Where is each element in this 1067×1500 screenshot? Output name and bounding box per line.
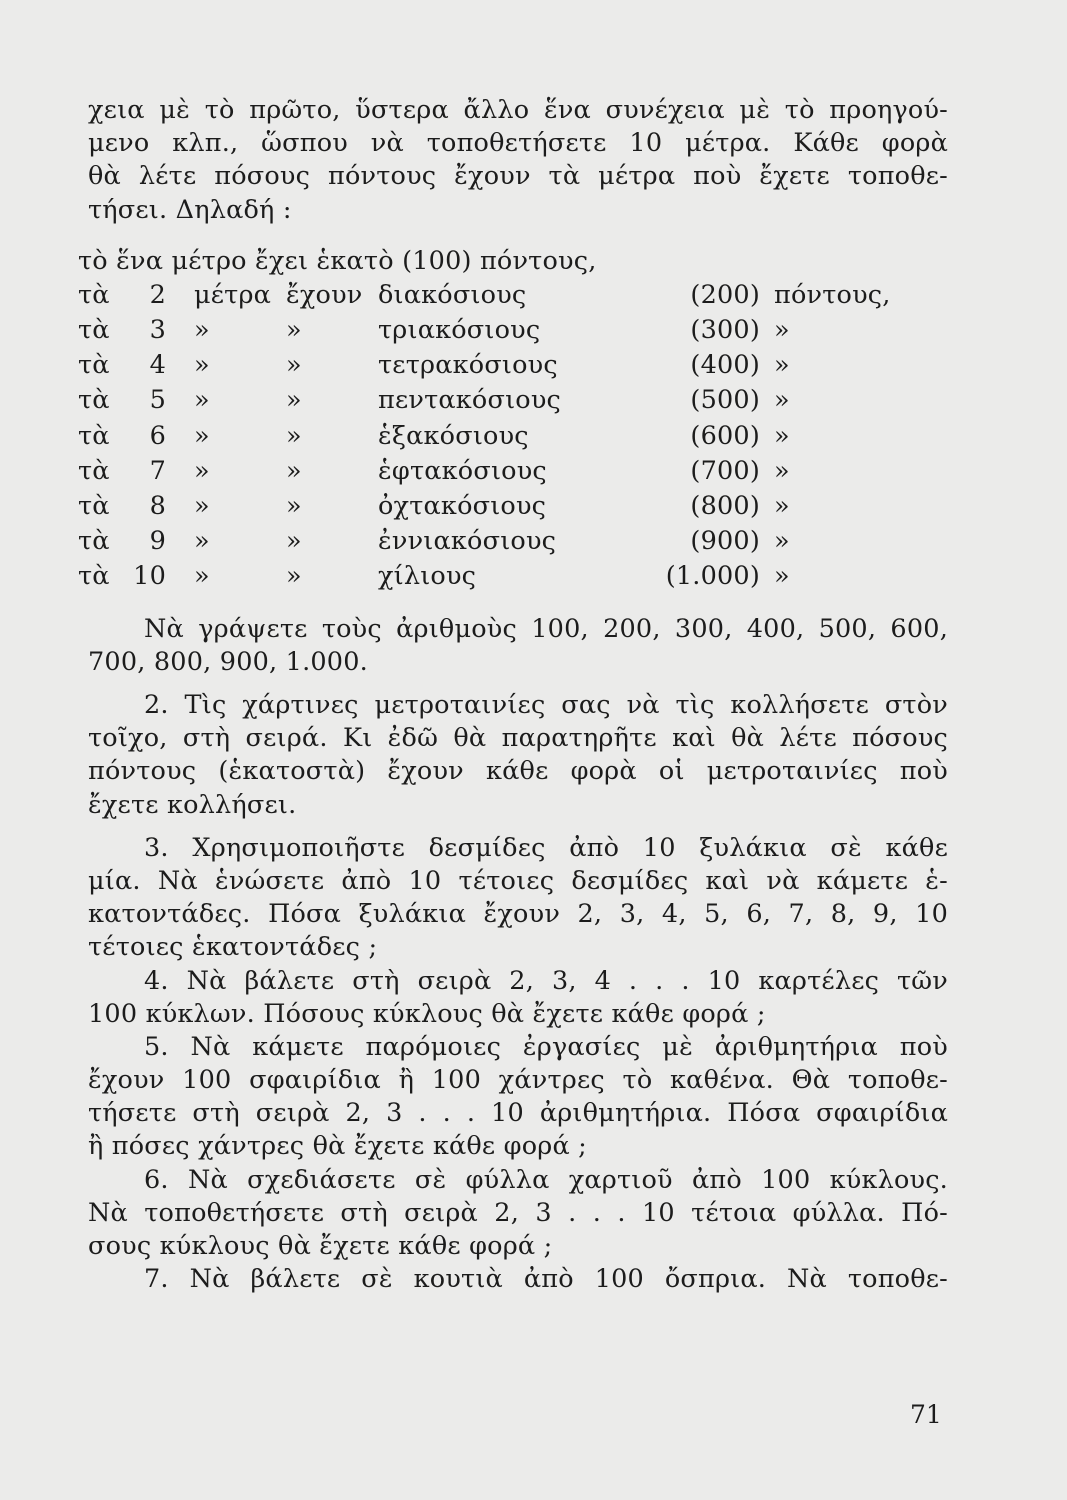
row-count: 3 [149, 315, 166, 346]
list-row [78, 489, 891, 524]
row-verb: » [286, 526, 302, 557]
text-line: τοῖχο, στὴ σειρά. Κι ἐδῶ θὰ παρατηρῆτε καὶ θὰ λέτε πόσους [88, 723, 948, 754]
row-number-word: πεντακόσιους [378, 385, 562, 416]
row-article: τὰ [78, 385, 110, 416]
row-number-digits: (500) [690, 385, 760, 416]
row-number-digits: (800) [690, 491, 760, 522]
text-line: 4. Νὰ βάλετε στὴ σειρὰ 2, 3, 4 . . . 10 καρτέλες τῶν [144, 965, 948, 996]
row-article: τὰ [78, 561, 110, 592]
text-line: ἔχουν 100 σφαιρίδια ἢ 100 χάντρες τὸ καθένα. Θὰ τοποθε- [88, 1065, 948, 1096]
write-numbers-paragraph [88, 613, 948, 679]
row-verb: » [286, 315, 302, 346]
list-first-row: τὸ ἕνα μέτρο ἔχει ἑκατὸ (100) πόντους, [78, 245, 597, 276]
row-article: τὰ [78, 526, 110, 557]
row-verb: » [286, 561, 302, 592]
text-line: τήσει. Δηλαδή : [88, 194, 292, 225]
text-line: 7. Νὰ βάλετε σὲ κουτιὰ ἀπὸ 100 ὄσπρια. Νὰ τοποθε- [144, 1264, 948, 1295]
text-line: 100 κύκλων. Πόσους κύκλους θὰ ἔχετε κάθε φορά ; [88, 998, 766, 1029]
row-meters-word: » [194, 561, 210, 592]
row-unit: » [774, 491, 790, 522]
row-meters-word: » [194, 491, 210, 522]
row-count: 6 [149, 420, 166, 451]
exercise-5 [88, 1031, 948, 1164]
row-number-digits: (1.000) [665, 561, 760, 592]
page-text [78, 94, 948, 1296]
row-verb: » [286, 455, 302, 486]
row-verb: ἔχουν [286, 279, 363, 310]
row-verb: » [286, 350, 302, 381]
list-row [78, 559, 891, 594]
row-meters-word: » [194, 420, 210, 451]
row-number-word: ἑξακόσιους [378, 420, 529, 451]
row-number-word: ἐννιακόσιους [378, 526, 557, 557]
row-unit: » [774, 420, 790, 451]
exercise-2 [88, 689, 948, 822]
row-number-word: τριακόσιους [378, 315, 541, 346]
text-line: ἔχετε κολλήσει. [88, 789, 297, 820]
row-unit: » [774, 455, 790, 486]
exercise-6 [88, 1164, 948, 1264]
row-meters-word: » [194, 385, 210, 416]
text-line: 700, 800, 900, 1.000. [88, 646, 368, 677]
text-line: θὰ λέτε πόσους πόντους ἔχουν τὰ μέτρα ποὺ ἔχετε τοποθε- [88, 161, 948, 192]
text-line: τήσετε στὴ σειρὰ 2, 3 . . . 10 ἀριθμητήρια. Πόσα σφαιρίδια [88, 1098, 948, 1129]
row-count: 8 [149, 491, 166, 522]
row-unit: » [774, 315, 790, 346]
list-row [78, 384, 891, 419]
row-number-digits: (400) [690, 350, 760, 381]
row-number-word: ἑφτακόσιους [378, 455, 547, 486]
row-number-word: διακόσιους [378, 279, 527, 310]
row-number-word: χίλιους [378, 561, 477, 592]
text-line: 6. Νὰ σχεδιάσετε σὲ φύλλα χαρτιοῦ ἀπὸ 100 κύκλους. [144, 1164, 948, 1195]
row-number-word: τετρακόσιους [378, 350, 558, 381]
text-line: μία. Νὰ ἑνώσετε ἀπὸ 10 τέτοιες δεσμίδες καὶ νὰ κάμετε ἑ- [88, 865, 948, 896]
row-unit: » [774, 526, 790, 557]
row-number-digits: (600) [690, 420, 760, 451]
list-row [78, 524, 891, 559]
intro-paragraph [88, 94, 948, 227]
text-line: χεια μὲ τὸ πρῶτο, ὕστερα ἄλλο ἕνα συνέχεια μὲ τὸ προηγού- [88, 95, 948, 125]
exercise-3 [88, 832, 948, 965]
text-line: Νὰ τοποθετήσετε στὴ σειρὰ 2, 3 . . . 10 τέτοια φύλλα. Πό- [88, 1197, 948, 1228]
list-row [78, 454, 891, 489]
list-table [78, 278, 891, 595]
text-line: πόντους (ἑκατοστὰ) ἔχουν κάθε φορὰ οἱ μετροταινίες ποὺ [88, 756, 948, 787]
text-line: μενο κλπ., ὥσπου νὰ τοποθετήσετε 10 μέτρα. Κάθε φορὰ [88, 128, 948, 159]
row-number-digits: (200) [690, 279, 760, 310]
text-line: 3. Χρησιμοποιῆστε δεσμίδες ἀπὸ 10 ξυλάκια σὲ κάθε [144, 832, 948, 863]
row-unit: πόντους, [774, 279, 891, 310]
row-article: τὰ [78, 455, 110, 486]
row-number-digits: (900) [690, 526, 760, 557]
exercise-7 [88, 1263, 948, 1296]
row-number-digits: (300) [690, 315, 760, 346]
text-line: σους κύκλους θὰ ἔχετε κάθε φορά ; [88, 1231, 553, 1261]
row-meters-word: μέτρα [194, 279, 272, 310]
row-article: τὰ [78, 315, 110, 346]
row-count: 5 [149, 385, 166, 416]
row-article: τὰ [78, 279, 110, 310]
row-number-digits: (700) [690, 455, 760, 486]
row-verb: » [286, 491, 302, 522]
row-count: 4 [149, 350, 166, 381]
text-line: Νὰ γράψετε τοὺς ἀριθμοὺς 100, 200, 300, 400, 500, 600, [144, 613, 948, 644]
text-line: 2. Τὶς χάρτινες μετροταινίες σας νὰ τὶς κολλήσετε στὸν [144, 690, 948, 720]
exercise-4 [88, 965, 948, 1031]
row-verb: » [286, 385, 302, 416]
centimeter-list [78, 245, 948, 595]
row-count: 7 [149, 455, 166, 486]
row-number-word: ὀχτακόσιους [378, 491, 547, 522]
text-line: ἢ πόσες χάντρες θὰ ἔχετε κάθε φορά ; [88, 1131, 587, 1162]
row-unit: » [774, 350, 790, 381]
list-row [78, 313, 891, 348]
row-unit: » [774, 561, 790, 592]
row-article: τὰ [78, 491, 110, 522]
row-meters-word: » [194, 455, 210, 486]
list-row [78, 278, 891, 313]
row-meters-word: » [194, 526, 210, 557]
row-meters-word: » [194, 350, 210, 381]
page-number: 71 [910, 1400, 942, 1429]
text-line: κατοντάδες. Πόσα ξυλάκια ἔχουν 2, 3, 4, 5, 6, 7, 8, 9, 10 [88, 899, 948, 930]
row-meters-word: » [194, 315, 210, 346]
text-line: 5. Νὰ κάμετε παρόμοιες ἐργασίες μὲ ἀριθμητήρια ποὺ [144, 1031, 948, 1062]
row-article: τὰ [78, 350, 110, 381]
list-row [78, 348, 891, 383]
list-row [78, 419, 891, 454]
row-count: 10 [133, 561, 166, 592]
text-line: τέτοιες ἑκατοντάδες ; [88, 932, 378, 963]
row-count: 9 [149, 526, 166, 557]
row-count: 2 [149, 279, 166, 310]
row-verb: » [286, 420, 302, 451]
row-unit: » [774, 385, 790, 416]
row-article: τὰ [78, 420, 110, 451]
